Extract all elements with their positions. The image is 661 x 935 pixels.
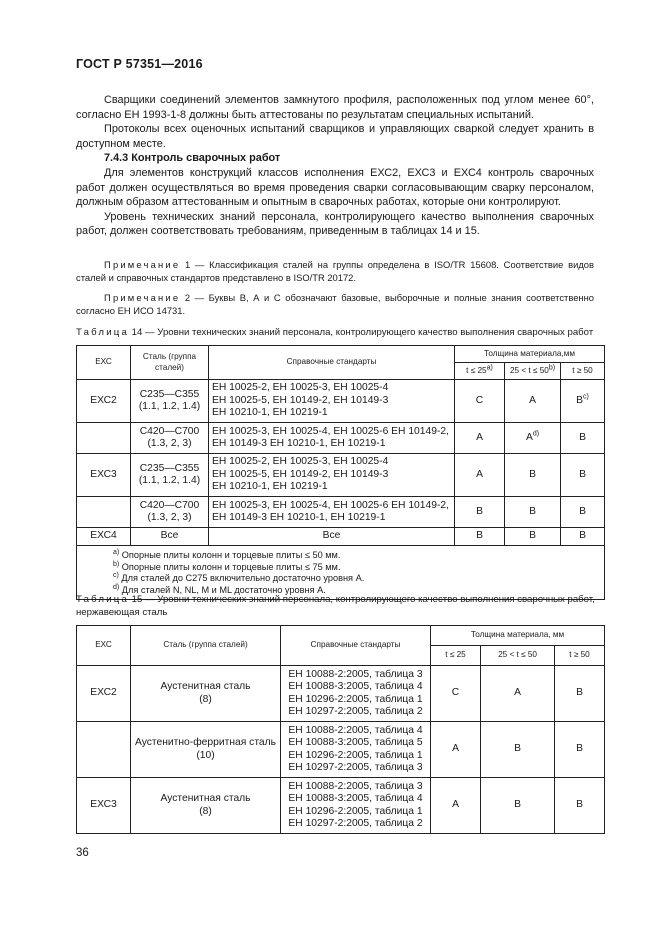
- standard-line: ЕН 10025-2, ЕН 10025-3, ЕН 10025-4: [212, 456, 389, 468]
- standard-line: ЕН 10025-2, ЕН 10025-3, ЕН 10025-4: [212, 382, 389, 394]
- note-text: 1 — Классификация сталей на группы определена в ISO/TR 15608. Соответствие видов сталей и справочных стандартов представлено в ISO/TR 20172.: [76, 259, 594, 283]
- footnote-ref: c): [583, 393, 589, 401]
- header-t2: [505, 363, 561, 380]
- table-15: [76, 625, 605, 834]
- footnote-mark: d): [113, 583, 120, 591]
- cell-t3: В: [561, 497, 605, 528]
- footnote: [113, 562, 594, 574]
- cell-steel: С235—С355 (1.1, 1.2, 1.4): [131, 380, 209, 423]
- footnotes-cell: [77, 546, 605, 600]
- standard-line: ЕН 10297-2:2005, таблица 2: [288, 817, 423, 829]
- cell-t2: В: [505, 497, 561, 528]
- caption-text: 14 — Уровни технических знаний персонала, контролирующего качество выполнения сварочных работ: [129, 327, 594, 338]
- header-t2: 25 < t ≤ 50: [481, 646, 555, 666]
- cell-t1: А: [431, 722, 481, 778]
- standard-line: ЕН 10088-2:2005, таблица 4: [288, 724, 423, 736]
- standard-line: ЕН 10025-5, ЕН 10149-2, ЕН 10149-3: [212, 394, 389, 406]
- cell-value: А: [525, 431, 533, 443]
- table-row: [77, 497, 605, 528]
- footnote-text: Для сталей N, NL, M и ML достаточно уровня А.: [119, 584, 326, 595]
- cell-t3: В: [555, 778, 605, 834]
- cell-t1: С: [455, 380, 505, 423]
- cell-steel: Все: [131, 528, 209, 546]
- cell-t2: А: [505, 380, 561, 423]
- cell-t1: В: [455, 497, 505, 528]
- document-header: ГОСТ Р 57351—2016: [76, 57, 203, 71]
- caption-label: Таблица: [76, 594, 130, 605]
- note-text: 2 — Буквы В, А и С обозначают базовые, выборочные и полные знания соответственно согласно ЕН ИСО 14731.: [76, 292, 594, 316]
- cell-t3: В: [561, 528, 605, 546]
- cell-t2: В: [481, 778, 555, 834]
- table-footnotes: [77, 546, 605, 600]
- note-2: [76, 291, 594, 317]
- standard-line: ЕН 10025-3, ЕН 10025-4, ЕН 10025-6 ЕН 10149-2,: [212, 499, 449, 511]
- cell-t2: В: [481, 722, 555, 778]
- footnote-mark: c): [113, 572, 119, 580]
- cell-standards: [281, 778, 431, 834]
- cell-exc: ЕХС4: [77, 528, 131, 546]
- cell-steel: С420—С700 (1.3, 2, 3): [131, 423, 209, 454]
- cell-t2: А: [481, 666, 555, 722]
- header-exc: ЕХС: [77, 626, 131, 666]
- cell-steel: С420—С700 (1.3, 2, 3): [131, 497, 209, 528]
- standard-line: ЕН 10149-3 ЕН 10210-1, ЕН 10219-1: [212, 438, 386, 449]
- cell-t3: [561, 380, 605, 423]
- cell-t3: В: [561, 423, 605, 454]
- cell-t1: А: [455, 454, 505, 497]
- header-t1-text: t ≤ 25: [466, 365, 487, 375]
- steel-line: (8): [199, 805, 212, 817]
- standard-line: ЕН 10210-1, ЕН 10219-1: [212, 481, 328, 493]
- cell-exc: [77, 722, 131, 778]
- steel-line: Аустенитная сталь: [160, 793, 251, 805]
- header-standards: Справочные стандарты: [209, 346, 455, 380]
- standard-line: ЕН 10088-3:2005, таблица 4: [288, 793, 423, 805]
- steel-line: Аустенитно-ферритная сталь: [134, 737, 277, 749]
- note-label: Примечание: [104, 292, 181, 303]
- footnote-text: Опорные плиты колонн и торцевые плиты ≤ 75 мм.: [119, 561, 341, 572]
- section-heading: 7.4.3 Контроль сварочных работ: [104, 152, 281, 165]
- header-thickness: Толщина материала, мм: [431, 626, 605, 646]
- steel-line: (8): [199, 693, 212, 705]
- table-row: [77, 722, 605, 778]
- cell-exc: ЕХС3: [77, 778, 131, 834]
- note-1: [76, 258, 594, 284]
- standard-line: ЕН 10088-2:2005, таблица 3: [288, 780, 423, 792]
- header-thickness: Толщина материала,мм: [455, 346, 605, 363]
- table-15-caption: [76, 593, 596, 619]
- standard-line: ЕН 10088-3:2005, таблица 4: [288, 681, 423, 693]
- footnote-ref: a): [486, 364, 493, 372]
- paragraph-4: Уровень технических знаний персонала, контролирующего качество выполнения сварочных работ, должен соответствовать требованиям, приведенным в таблицах 14 и 15.: [76, 210, 594, 238]
- standard-line: ЕН 10296-2:2005, таблица 1: [288, 693, 423, 705]
- cell-exc: [77, 423, 131, 454]
- caption-text: 15 — Уровни технических знаний персонала, контролирующего качество выполнения сварочных работ, нержавеющая сталь: [76, 594, 595, 618]
- footnote: [113, 550, 594, 562]
- header-t3: t ≥ 50: [555, 646, 605, 666]
- table-row: [77, 380, 605, 423]
- cell-t1: А: [431, 778, 481, 834]
- standard-line: ЕН 10025-3, ЕН 10025-4, ЕН 10025-6 ЕН 10149-2,: [212, 425, 449, 437]
- cell-standards: Все: [209, 528, 455, 546]
- cell-standards: [209, 497, 455, 528]
- cell-standards: [281, 666, 431, 722]
- cell-t1: А: [455, 423, 505, 454]
- cell-standards: [281, 722, 431, 778]
- footnote-ref: d): [532, 430, 540, 438]
- standard-line: ЕН 10025-5, ЕН 10149-2, ЕН 10149-3: [212, 468, 389, 480]
- standard-line: ЕН 10088-3:2005, таблица 5: [288, 737, 423, 749]
- header-t3: t ≥ 50: [561, 363, 605, 380]
- cell-value: В: [576, 394, 584, 406]
- cell-t3: В: [555, 722, 605, 778]
- cell-standards: [209, 454, 455, 497]
- table-row: [77, 666, 605, 722]
- footnote-mark: b): [113, 560, 120, 568]
- cell-steel: [131, 666, 281, 722]
- cell-t2: В: [505, 528, 561, 546]
- header-standards: Справочные стандарты: [281, 626, 431, 666]
- steel-line: Аустенитная сталь: [160, 681, 251, 693]
- cell-exc: [77, 497, 131, 528]
- standard-line: ЕН 10296-2:2005, таблица 1: [288, 805, 423, 817]
- paragraph-1: Сварщики соединений элементов замкнутого профиля, расположенных под углом менее 60°, согласно ЕН 1993-1-8 должны быть аттестованы по результатам специальных испытаний.: [76, 94, 594, 121]
- cell-t2: В: [505, 454, 561, 497]
- header-exc: ЕХС: [77, 346, 131, 380]
- footnote-mark: a): [113, 548, 120, 556]
- cell-standards: [209, 423, 455, 454]
- cell-exc: ЕХС2: [77, 380, 131, 423]
- cell-steel: С235—С355 (1.1, 1.2, 1.4): [131, 454, 209, 497]
- cell-steel: [131, 722, 281, 778]
- header-t2-text: 25 < t ≤ 50: [509, 365, 549, 375]
- table-row: [77, 778, 605, 834]
- paragraph-3: Для элементов конструкций классов исполнения ЕХС2, ЕХС3 и ЕХС4 контроль сварочных работ должен осуществляться во время проведения сварки согласовывающим сварку персоналом, должным образом аттестованным и опытным в сварочных работах, которые они контролируют.: [76, 166, 594, 209]
- table-row: [77, 454, 605, 497]
- footnote-ref: b): [548, 364, 556, 372]
- header-t1: [455, 363, 505, 380]
- cell-t1: В: [455, 528, 505, 546]
- standard-line: ЕН 10296-2:2005, таблица 1: [288, 749, 423, 761]
- page-number: 36: [76, 847, 89, 859]
- cell-t3: В: [555, 666, 605, 722]
- table-14: [76, 345, 605, 600]
- footnote-text: Для сталей до С275 включительно достаточно уровня А.: [118, 573, 365, 584]
- table-14-caption: [76, 326, 596, 339]
- standard-line: ЕН 10297-2:2005, таблица 2: [288, 705, 423, 717]
- cell-steel: [131, 778, 281, 834]
- caption-label: Таблица: [76, 327, 130, 338]
- paragraph-2: Протоколы всех оценочных испытаний сварщиков и управляющих сваркой следует хранить в доступном месте.: [76, 123, 594, 150]
- table-row: [77, 423, 605, 454]
- cell-exc: ЕХС2: [77, 666, 131, 722]
- cell-t2: [505, 423, 561, 454]
- footnote-text: Опорные плиты колонн и торцевые плиты ≤ 50 мм.: [119, 550, 341, 560]
- header-t1: t ≤ 25: [431, 646, 481, 666]
- cell-standards: [209, 380, 455, 423]
- footnote: [113, 573, 594, 585]
- standard-line: ЕН 10297-2:2005, таблица 3: [288, 761, 423, 773]
- note-label: Примечание: [104, 259, 181, 270]
- standard-line: ЕН 10149-3 ЕН 10210-1, ЕН 10219-1: [212, 512, 386, 523]
- cell-t1: С: [431, 666, 481, 722]
- cell-exc: ЕХС3: [77, 454, 131, 497]
- standard-line: ЕН 10210-1, ЕН 10219-1: [212, 407, 328, 419]
- body-text: [76, 93, 594, 239]
- table-row: [77, 528, 605, 546]
- header-steel: Сталь (группа сталей): [131, 626, 281, 666]
- header-steel: Сталь (группа сталей): [131, 346, 209, 380]
- steel-line: (10): [196, 749, 215, 761]
- standard-line: ЕН 10088-2:2005, таблица 3: [288, 668, 423, 680]
- cell-t3: В: [561, 454, 605, 497]
